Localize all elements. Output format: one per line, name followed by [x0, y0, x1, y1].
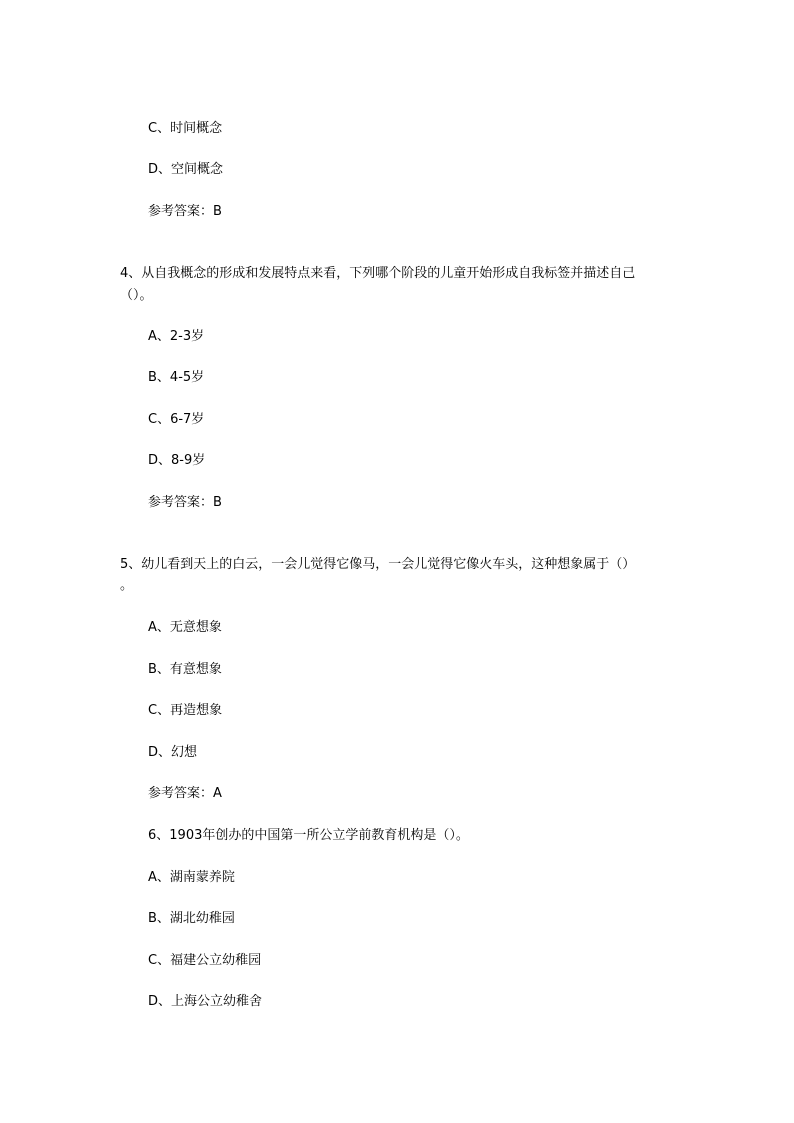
- option-a: A、2-3岁: [148, 329, 205, 344]
- option-c: C、时间概念: [148, 121, 223, 136]
- answer: 参考答案：B: [148, 495, 222, 510]
- question-5: 5、幼儿看到天上的白云，一会儿觉得它像马，一会儿觉得它像火车头，这种想象属于（）: [120, 557, 636, 572]
- question-6: 6、1903年创办的中国第一所公立学前教育机构是（）。: [148, 828, 469, 843]
- option-b: B、4-5岁: [148, 370, 205, 385]
- question-4-continued: （）。: [120, 288, 153, 303]
- option-d: D、幻想: [148, 745, 198, 760]
- option-a: A、无意想象: [148, 620, 222, 635]
- answer: 参考答案：B: [148, 204, 222, 219]
- question-4: 4、从自我概念的形成和发展特点来看，下列哪个阶段的儿童开始形成自我标签并描述自己: [120, 266, 636, 281]
- option-b: B、有意想象: [148, 662, 222, 677]
- option-c: C、6-7岁: [148, 412, 205, 427]
- option-d: D、上海公立幼稚舍: [148, 994, 263, 1009]
- answer: 参考答案：A: [148, 786, 222, 801]
- option-c: C、福建公立幼稚园: [148, 953, 262, 968]
- question-5-continued: 。: [120, 578, 134, 593]
- option-b: B、湖北幼稚园: [148, 911, 235, 926]
- option-c: C、再造想象: [148, 703, 223, 718]
- option-d: D、空间概念: [148, 162, 224, 177]
- option-a: A、湖南蒙养院: [148, 870, 235, 885]
- option-d: D、8-9岁: [148, 453, 206, 468]
